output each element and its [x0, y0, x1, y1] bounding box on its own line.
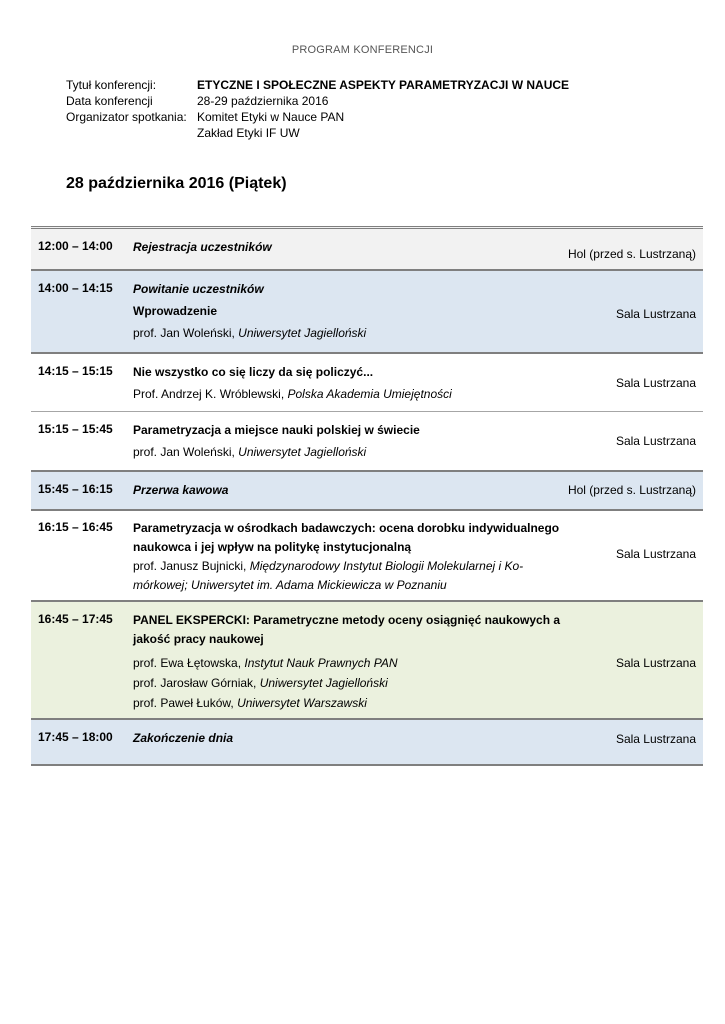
row-title: Zakończenie dnia: [133, 731, 234, 745]
schedule-row: [31, 600, 703, 718]
meta-organizer-value-2: Zakład Etyki IF UW: [197, 126, 300, 140]
row-title: Powitanie uczestników: [133, 282, 264, 296]
meta-date-label: Data konferencji: [66, 94, 153, 108]
schedule-row: [31, 226, 703, 269]
row-title: Rejestracja uczestników: [133, 240, 272, 254]
speaker-affiliation: Uniwersytet Jagielloński: [259, 676, 388, 690]
row-title-cont: jakość pracy naukowej: [133, 632, 264, 646]
speaker-name: prof. Jarosław Górniak,: [133, 676, 260, 690]
meta-title-label: Tytuł konferencji:: [66, 78, 157, 92]
speaker-affiliation: Polska Akademia Umiejętności: [287, 387, 452, 401]
row-time: 15:45 – 16:15: [38, 482, 113, 496]
row-time: 14:15 – 15:15: [38, 364, 113, 378]
row-time: 17:45 – 18:00: [38, 730, 113, 744]
row-speaker: [133, 695, 563, 711]
row-time: 16:45 – 17:45: [38, 612, 113, 626]
speaker-name: prof. Jan Woleński,: [133, 445, 239, 459]
schedule-row: [31, 470, 703, 509]
document-header: PROGRAM KONFERENCJI: [291, 44, 434, 56]
meta-organizer-row: [66, 109, 569, 125]
conference-meta: [66, 77, 569, 141]
row-speaker: [133, 325, 563, 341]
speaker-affiliation-cont: mórkowej; Uniwersytet im. Adama Mickiewicza w Poznaniu: [133, 578, 447, 592]
row-time: 15:15 – 15:45: [38, 422, 113, 436]
meta-date-value: 28-29 października 2016: [197, 94, 329, 108]
row-title: Nie wszystko co się liczy da się policzyć...: [133, 365, 374, 379]
speaker-name: prof. Ewa Łętowska,: [133, 656, 245, 670]
row-title-cont: naukowca i jej wpływ na politykę instytucjonalną: [133, 540, 412, 554]
meta-organizer-label: Organizator spotkania:: [66, 110, 187, 124]
row-room: Sala Lustrzana: [615, 434, 696, 448]
row-subtitle: Wprowadzenie: [133, 304, 218, 318]
schedule-row: [31, 509, 703, 600]
speaker-affiliation: Międzynarodowy Instytut Biologii Molekularnej i Ko-: [249, 559, 524, 573]
meta-organizer-value-1: Komitet Etyki w Nauce PAN: [197, 110, 345, 124]
schedule-row: [31, 269, 703, 352]
panel-title: : Parametryczne metody oceny osiągnięć naukowych a: [245, 613, 561, 627]
panel-prefix: PANEL EKSPERCKI: [133, 613, 246, 627]
speaker-affiliation: Uniwersytet Jagielloński: [238, 326, 367, 340]
meta-title-value: ETYCZNE I SPOŁECZNE ASPEKTY PARAMETRYZACJI W NAUCE: [197, 78, 570, 92]
speaker-affiliation: Uniwersytet Warszawski: [237, 696, 367, 710]
row-title: Parametryzacja w ośrodkach badawczych: ocena dorobku indywidualnego: [133, 521, 560, 535]
meta-title-row: [66, 77, 569, 93]
schedule-table: [31, 226, 703, 766]
row-room: Sala Lustrzana: [615, 547, 696, 561]
row-speaker: [133, 444, 563, 460]
row-room: Sala Lustrzana: [615, 307, 696, 321]
schedule-row: [31, 411, 703, 470]
row-speaker: [133, 655, 563, 671]
row-title: [133, 612, 563, 628]
schedule-row: [31, 352, 703, 411]
row-speaker: [133, 675, 563, 691]
row-time: 16:15 – 16:45: [38, 520, 113, 534]
row-room: Hol (przed s. Lustrzaną): [567, 247, 696, 261]
speaker-affiliation: Uniwersytet Jagielloński: [238, 445, 367, 459]
row-room: Hol (przed s. Lustrzaną): [567, 483, 696, 497]
row-room: Sala Lustrzana: [615, 732, 696, 746]
row-time: 12:00 – 14:00: [38, 239, 113, 253]
speaker-name: Prof. Andrzej K. Wróblewski,: [133, 387, 288, 401]
speaker-name: prof. Jan Woleński,: [133, 326, 239, 340]
row-title: Przerwa kawowa: [133, 483, 229, 497]
row-room: Sala Lustrzana: [615, 376, 696, 390]
row-title: Parametryzacja a miejsce nauki polskiej w świecie: [133, 423, 420, 437]
row-room: Sala Lustrzana: [615, 656, 696, 670]
row-time: 14:00 – 14:15: [38, 281, 113, 295]
speaker-affiliation: Instytut Nauk Prawnych PAN: [244, 656, 398, 670]
meta-date-row: [66, 93, 569, 109]
meta-organizer-row-2: [66, 125, 569, 141]
speaker-name: prof. Janusz Bujnicki,: [133, 559, 250, 573]
day-title: 28 października 2016 (Piątek): [66, 175, 287, 192]
schedule-row: [31, 718, 703, 766]
row-speaker: [133, 386, 563, 402]
row-speaker: [133, 558, 563, 574]
speaker-name: prof. Paweł Łuków,: [133, 696, 238, 710]
